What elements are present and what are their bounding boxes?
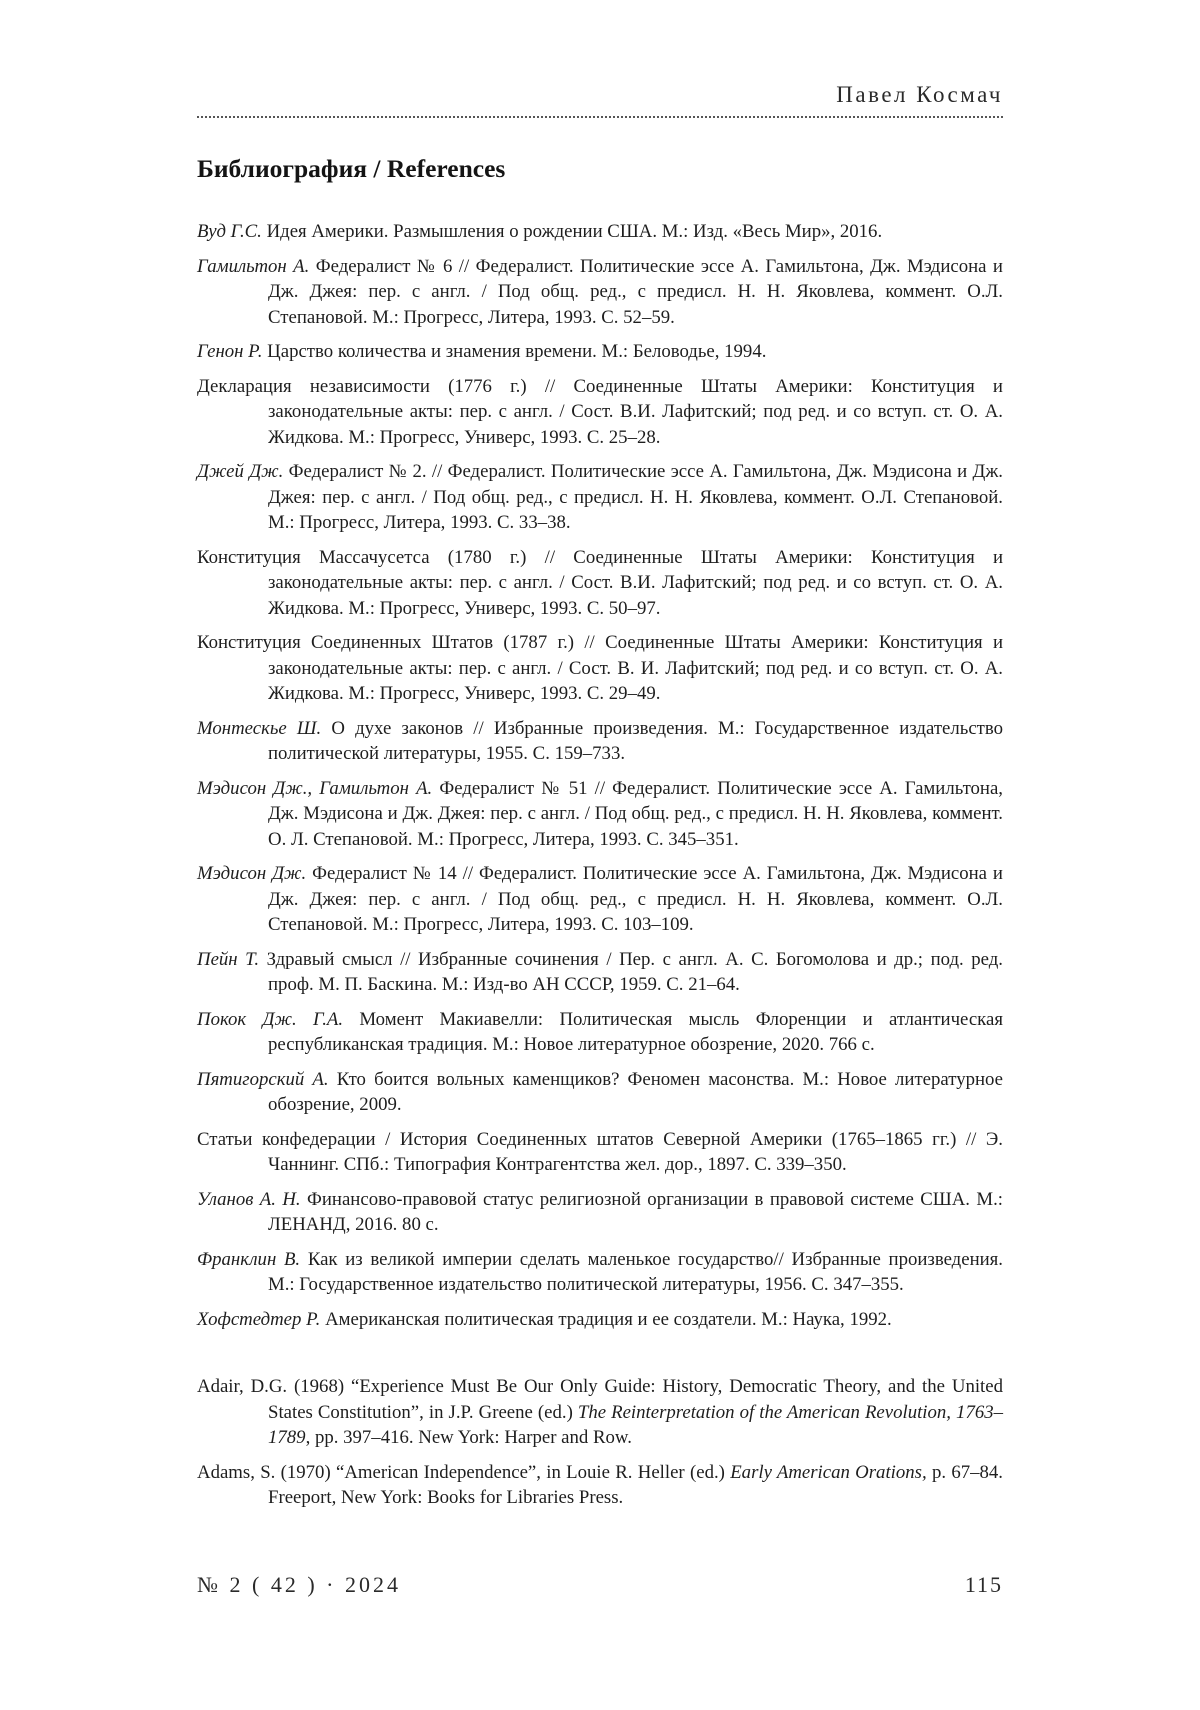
reference-entry bbox=[197, 1127, 1003, 1178]
issue-label: № 2 ( 42 ) · 2024 bbox=[197, 1572, 401, 1597]
reference-work-title: The Reinterpretation of the American Revolution, 1763–1789 bbox=[268, 1401, 1004, 1448]
reference-text: Adams, S. (1970) “American Independence”, in Louie R. Heller (ed.) bbox=[197, 1461, 731, 1483]
reference-entry bbox=[197, 1307, 1003, 1333]
reference-list bbox=[197, 219, 1003, 1520]
reference-entry bbox=[197, 630, 1003, 707]
reference-entry-en bbox=[197, 1374, 1003, 1451]
page-number: 115 bbox=[964, 1572, 1003, 1597]
reference-entry bbox=[197, 219, 1003, 245]
reference-entry bbox=[197, 1247, 1003, 1298]
reference-author: Пятигорский А. bbox=[197, 1068, 329, 1090]
reference-author: Хофстедтер Р. bbox=[197, 1308, 321, 1330]
reference-entry bbox=[197, 1187, 1003, 1238]
reference-text: Идея Америки. Размышления о рождении США. М.: Изд. «Весь Мир», 2016. bbox=[261, 221, 883, 242]
reference-author: Вуд Г.С. bbox=[197, 221, 262, 242]
header-dotted-rule bbox=[197, 116, 1003, 118]
reference-author: Мэдисон Дж., Гамильтон А. bbox=[197, 777, 433, 799]
reference-author: Генон Р. bbox=[197, 341, 263, 362]
reference-text: Декларация независимости (1776 г.) // Соединенные Штаты Америки: Конституция и законодательные акты: пер. с англ. / Сост. В.И. Лафитский; под ред. и со вступ. ст. О. А. Жидкова. М.: Прогресс, Универс, 1993. С. 25–28. bbox=[197, 375, 1003, 448]
reference-entry bbox=[197, 947, 1003, 998]
reference-text: p. 67–84. Freeport, New York: Books for Libraries Press. bbox=[268, 1461, 1003, 1508]
journal-page bbox=[197, 0, 1003, 1710]
reference-text: Конституция Массачусетса (1780 г.) // Соединенные Штаты Америки: Конституция и законодательные акты: пер. с англ. / Сост. В.И. Лафитский; под ред. и со вступ. ст. О. А. Жидкова. М.: Прогресс, Универс, 1993. С. 50–97. bbox=[197, 546, 1003, 619]
reference-entry bbox=[197, 339, 1003, 365]
reference-author: Покок Дж. Г.А. bbox=[197, 1008, 344, 1030]
reference-text: Здравый смысл // Избранные сочинения / Пер. с англ. А. С. Богомолова и др.; под. ред. проф. М. П. Баскина. М.: Изд-во АН СССР, 1959. С. 21–64. bbox=[259, 948, 1004, 995]
reference-author: Мэдисон Дж. bbox=[197, 863, 307, 884]
reference-text: Федералист № 6 // Федералист. Политические эссе А. Гамильтона, Дж. Мэдисона и Дж. Джея: пер. с англ. / Под общ. ред., с предисл. Н. Н. Яковлева, коммент. О.Л. Степановой. М.: Прогресс, Литера, 1993. С. 52–59. bbox=[268, 255, 1003, 328]
reference-author: Франклин В. bbox=[197, 1248, 301, 1270]
reference-entry bbox=[197, 254, 1003, 331]
reference-text: Американская политическая традиция и ее создатели. М.: Наука, 1992. bbox=[320, 1308, 892, 1330]
reference-text: Статьи конфедерации / История Соединенных штатов Северной Америки (1765–1865 гг.) // Э. Чаннинг. СПб.: Типография Контрагентства жел. дор., 1897. С. 339–350. bbox=[197, 1128, 1003, 1175]
reference-group-spacer bbox=[197, 1341, 1003, 1374]
reference-work-title: Early American Orations, bbox=[730, 1461, 927, 1483]
reference-text: Конституция Соединенных Штатов (1787 г.) // Соединенные Штаты Америки: Конституция и законодательные акты: пер. с англ. / Сост. В. И. Лафитский; под ред. и со вступ. ст. О. А. Жидкова. М.: Прогресс, Универс, 1993. С. 29–49. bbox=[197, 632, 1003, 704]
reference-entry bbox=[197, 459, 1003, 536]
reference-entry bbox=[197, 861, 1003, 938]
bibliography-heading: Библиография / References bbox=[197, 154, 506, 183]
reference-author: Пейн Т. bbox=[197, 948, 260, 970]
reference-entry bbox=[197, 545, 1003, 622]
reference-entry bbox=[197, 716, 1003, 767]
reference-text: , pp. 397–416. New York: Harper and Row. bbox=[305, 1427, 632, 1448]
reference-entry bbox=[197, 1067, 1003, 1118]
reference-entry bbox=[197, 776, 1003, 853]
reference-text: Кто боится вольных каменщиков? Феномен масонства. М.: Новое литературное обозрение, 2009. bbox=[268, 1068, 1004, 1115]
reference-entry-en bbox=[197, 1460, 1003, 1511]
running-head-author: Павел Космач bbox=[836, 82, 1003, 107]
reference-entry bbox=[197, 374, 1003, 451]
reference-text: Момент Макиавелли: Политическая мысль Флоренции и атлантическая республиканская традиция. М.: Новое литературное обозрение, 2020. 766 с. bbox=[268, 1008, 1003, 1055]
reference-entry bbox=[197, 1007, 1003, 1058]
reference-author: Джей Дж. bbox=[197, 461, 284, 482]
reference-text: Федералист № 2. // Федералист. Политические эссе А. Гамильтона, Дж. Мэдисона и Дж. Джея: пер. с англ. / Под общ. ред., с предисл. Н. Н. Яковлева, коммент. О.Л. Степановой. М.: Прогресс, Литера, 1993. С. 33–38. bbox=[268, 461, 1003, 533]
reference-text: Федералист № 14 // Федералист. Политические эссе А. Гамильтона, Дж. Мэдисона и Дж. Джея: пер. с англ. / Под общ. ред., с предисл. Н. Н. Яковлева, коммент. О.Л. Степановой. М.: Прогресс, Литера, 1993. С. 103–109. bbox=[268, 863, 1003, 935]
reference-text: Царство количества и знамения времени. М.: Беловодье, 1994. bbox=[262, 341, 767, 362]
reference-text: Финансово-правовой статус религиозной организации в правовой системе США. М.: ЛЕНАНД, 2016. 80 с. bbox=[268, 1188, 1003, 1235]
reference-author: Уланов А. Н. bbox=[197, 1188, 301, 1210]
reference-text: Как из великой империи сделать маленькое государство// Избранные произведения. М.: Государственное издательство политической литературы, 1956. С. 347–355. bbox=[268, 1248, 1004, 1295]
reference-text: Adair, D.G. (1968) “Experience Must Be Our Only Guide: History, Democratic Theory, and the United States Constitution”, in J.P. Greene (ed.) bbox=[197, 1376, 1003, 1423]
reference-text: Федералист № 51 // Федералист. Политические эссе А. Гамильтона, Дж. Мэдисона и Дж. Джея: пер. с англ. / Под общ. ред., с предисл. Н. Н. Яковлева, коммент. О. Л. Степановой. М.: Прогресс, Литера, 1993. С. 345–351. bbox=[268, 777, 1004, 850]
reference-text: О духе законов // Избранные произведения. М.: Государственное издательство политической литературы, 1955. С. 159–733. bbox=[268, 717, 1003, 764]
reference-author: Гамильтон А. bbox=[197, 255, 310, 277]
reference-author: Монтескье Ш. bbox=[197, 717, 322, 739]
